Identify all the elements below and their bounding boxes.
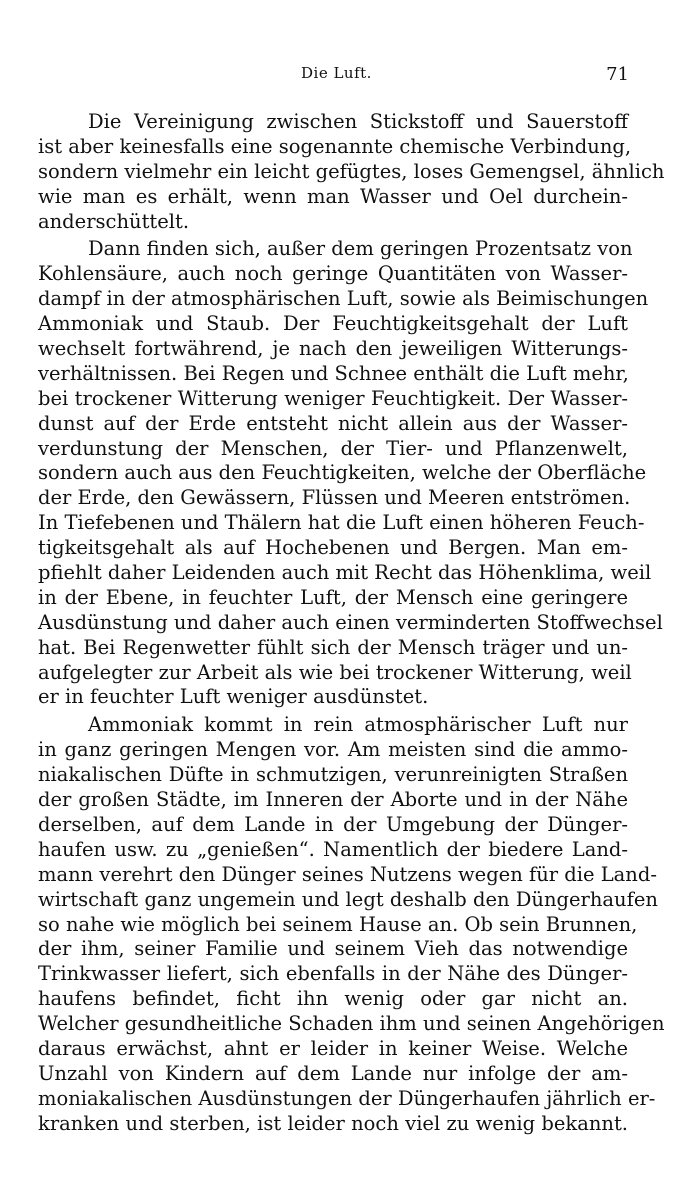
- text-line: kranken und sterben, ist leider noch viel zu wenig bekannt.: [38, 1111, 628, 1135]
- text-line: Ammoniak und Staub. Der Feuchtigkeitsgehalt der Luft: [38, 312, 628, 336]
- text-line: daraus erwächst, ahnt er leider in keiner Weise. Welche: [38, 1036, 628, 1060]
- text-line: haufen usw. zu „genießen“. Namentlich der biedere Land-: [38, 837, 628, 861]
- text-line: hat. Bei Regenwetter fühlt sich der Mensch träger und un-: [38, 635, 628, 659]
- text-line: ist aber keinesfalls eine sogenannte chemische Verbindung,: [38, 134, 632, 158]
- text-line: der ihm, seiner Familie und seinem Vieh das notwendige: [38, 937, 628, 961]
- text-line: niakalischen Düfte in schmutzigen, verunreinigten Straßen: [38, 763, 628, 787]
- text-line: so nahe wie möglich bei seinem Hause an. Ob sein Brunnen,: [38, 912, 638, 936]
- text-line: in der Ebene, in feuchter Luft, der Mensch eine geringere: [38, 585, 628, 609]
- text-line: wechselt fortwährend, je nach den jeweiligen Witterungs-: [38, 337, 628, 361]
- text-line: mann verehrt den Dünger seines Nutzens wegen für die Land-: [38, 862, 657, 886]
- text-line: bei trockener Witterung weniger Feuchtigkeit. Der Wasser-: [38, 386, 628, 410]
- running-head: [0, 64, 691, 88]
- text-line: Kohlensäure, auch noch geringe Quantitäten von Wasser-: [38, 262, 628, 286]
- text-line: dunst auf der Erde entsteht nicht allein aus der Wasser-: [38, 411, 628, 435]
- text-line: derselben, auf dem Lande in der Umgebung der Dünger-: [38, 812, 628, 836]
- text-line: anderschüttelt.: [38, 209, 190, 233]
- text-line: verhältnissen. Bei Regen und Schnee enthält die Luft mehr,: [38, 361, 629, 385]
- text-line: wirtschaft ganz ungemein und legt deshalb den Düngerhaufen: [38, 887, 658, 911]
- text-line: In Tiefebenen und Thälern hat die Luft einen höheren Feuch-: [38, 511, 645, 535]
- text-line: dampf in der atmosphärischen Luft, sowie als Beimischungen: [38, 287, 649, 311]
- text-line: Ammoniak kommt in rein atmosphärischer Luft nur: [88, 713, 628, 737]
- text-line: sondern vielmehr ein leicht gefügtes, loses Gemengsel, ähnlich: [38, 159, 665, 183]
- text-line: pfiehlt daher Leidenden auch mit Recht das Höhenklima, weil: [38, 561, 652, 585]
- text-line: der großen Städte, im Inneren der Aborte und in der Nähe: [38, 788, 628, 812]
- paragraph: [38, 713, 665, 1136]
- page-number: 71: [606, 64, 629, 85]
- paragraph: [38, 110, 665, 234]
- text-line: moniakalischen Ausdünstungen der Düngerhaufen jährlich er-: [38, 1086, 656, 1110]
- text-line: der Erde, den Gewässern, Flüssen und Meeren entströmen.: [38, 486, 631, 510]
- text-line: Die Vereinigung zwischen Stickstoff und Sauerstoff: [88, 110, 628, 133]
- text-line: Welcher gesundheitliche Schaden ihm und seinen Angehörigen: [38, 1012, 665, 1036]
- text-line: er in feuchter Luft weniger ausdünstet.: [38, 685, 429, 709]
- text-line: Ausdünstung und daher auch einen verminderten Stoffwechsel: [38, 610, 663, 634]
- text-line: Trinkwasser liefert, sich ebenfalls in der Nähe des Dünger-: [38, 962, 628, 986]
- text-line: Dann finden sich, außer dem geringen Prozentsatz von: [88, 237, 633, 261]
- text-line: verdunstung der Menschen, der Tier- und Pflanzenwelt,: [38, 436, 628, 460]
- running-title: Die Luft.: [301, 64, 372, 82]
- text-line: Unzahl von Kindern auf dem Lande nur infolge der am-: [38, 1061, 628, 1085]
- body-text: [38, 110, 665, 1137]
- text-line: wie man es erhält, wenn man Wasser und Oel durchein-: [38, 184, 628, 208]
- text-line: sondern auch aus den Feuchtigkeiten, welche der Oberfläche: [38, 461, 647, 485]
- paragraph: [38, 237, 663, 710]
- text-line: tigkeitsgehalt als auf Hochebenen und Bergen. Man em-: [38, 536, 628, 560]
- text-line: aufgelegter zur Arbeit als wie bei trockener Witterung, weil: [38, 660, 632, 684]
- text-line: haufens befindet, ficht ihn wenig oder gar nicht an.: [38, 987, 628, 1011]
- text-line: in ganz geringen Mengen vor. Am meisten sind die ammo-: [38, 738, 628, 762]
